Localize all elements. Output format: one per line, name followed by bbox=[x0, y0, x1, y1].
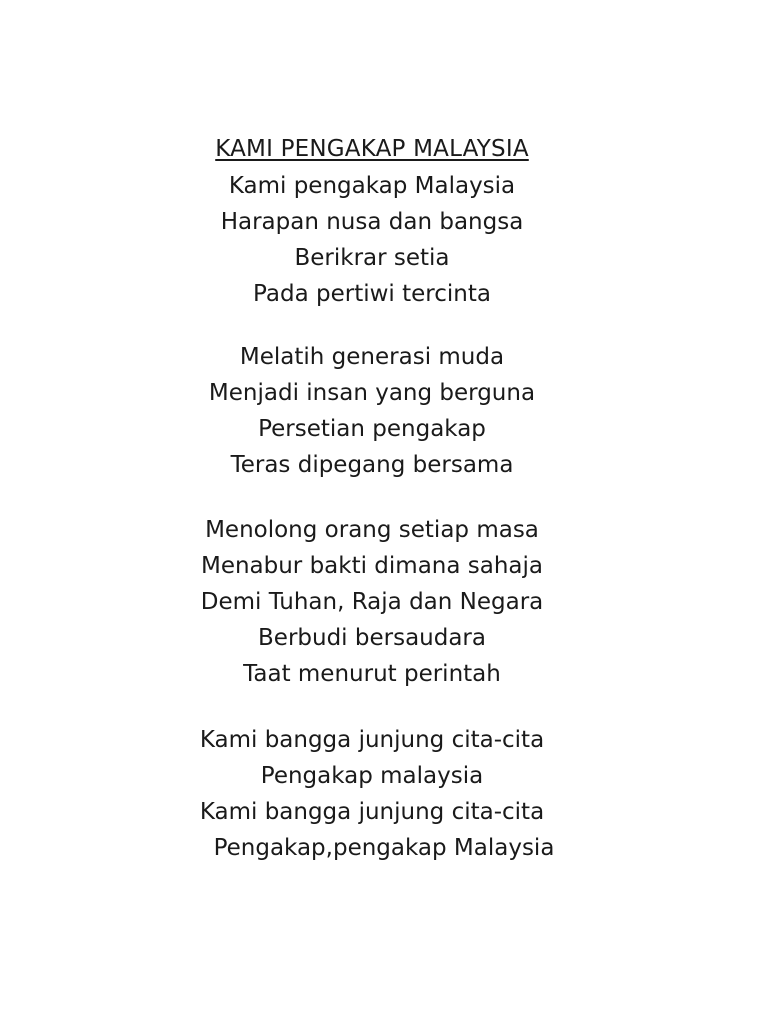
lyric-line: Menabur bakti dimana sahaja bbox=[200, 553, 544, 579]
lyric-line: Harapan nusa dan bangsa bbox=[220, 209, 524, 235]
lyric-line: Menolong orang setiap masa bbox=[205, 517, 539, 543]
lyric-line: Persetian pengakap bbox=[258, 416, 486, 442]
stanza-2 bbox=[0, 339, 744, 483]
song-title: KAMI PENGAKAP MALAYSIA bbox=[215, 136, 529, 162]
stanza-4 bbox=[0, 722, 744, 866]
lyric-line: Kami bangga junjung cita-cita bbox=[199, 799, 545, 825]
stanza-3 bbox=[0, 512, 744, 692]
stanza-1 bbox=[0, 168, 744, 312]
lyric-line: Melatih generasi muda bbox=[239, 344, 505, 370]
lyric-line: Taat menurut perintah bbox=[243, 661, 501, 687]
lyric-line: Kami bangga junjung cita-cita bbox=[199, 727, 545, 753]
lyric-line: Pada pertiwi tercinta bbox=[253, 281, 491, 307]
lyric-line: Berbudi bersaudara bbox=[258, 625, 486, 651]
lyric-line: Berikrar setia bbox=[294, 245, 450, 271]
lyric-line: Kami pengakap Malaysia bbox=[228, 173, 516, 199]
lyric-line: Pengakap malaysia bbox=[260, 763, 484, 789]
lyric-line: Teras dipegang bersama bbox=[230, 452, 514, 478]
lyric-line: Pengakap,pengakap Malaysia bbox=[213, 835, 555, 861]
lyric-line: Demi Tuhan, Raja dan Negara bbox=[200, 589, 544, 615]
lyric-line: Menjadi insan yang berguna bbox=[208, 380, 536, 406]
